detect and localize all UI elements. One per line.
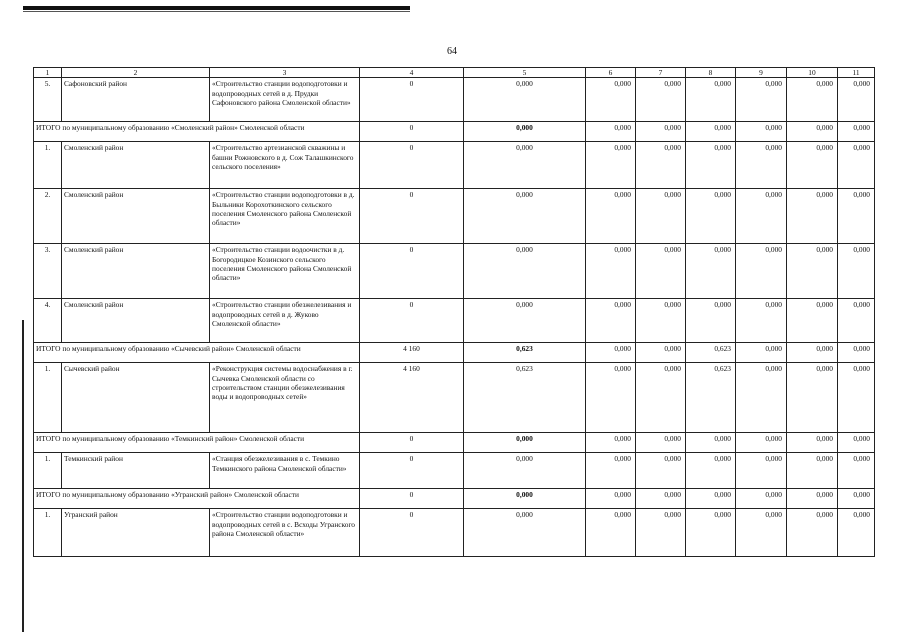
- value-cell-c8: 0,000: [686, 509, 736, 557]
- value-cell-c10: 0,000: [787, 509, 838, 557]
- value-cell-c10: 0,000: [787, 453, 838, 489]
- value-cell-c7: 0,000: [636, 453, 686, 489]
- value-cell-c6: 0,000: [586, 363, 636, 433]
- value-cell-c4: 4 160: [360, 343, 464, 363]
- value-cell-c7: 0,000: [636, 433, 686, 453]
- value-cell-c10: 0,000: [787, 122, 838, 142]
- value-cell-c8: 0,000: [686, 244, 736, 299]
- district-cell: Сычевский район: [62, 363, 210, 433]
- value-cell-c6: 0,000: [586, 142, 636, 189]
- value-cell-c8: 0,000: [686, 189, 736, 244]
- value-cell-c9: 0,000: [736, 343, 787, 363]
- project-cell: «Строительство станции водоподготовки и водопроводных сетей в с. Всходы Угранского района Смоленской области»: [210, 509, 360, 557]
- value-cell-c5: 0,000: [464, 509, 586, 557]
- value-cell-c9: 0,000: [736, 453, 787, 489]
- value-cell-c6: 0,000: [586, 299, 636, 343]
- project-cell: «Станция обезжелезивания в с. Темкино Темкинского района Смоленской области»: [210, 453, 360, 489]
- value-cell-c11: 0,000: [838, 122, 875, 142]
- value-cell-c6: 0,000: [586, 78, 636, 122]
- value-cell-c9: 0,000: [736, 433, 787, 453]
- value-cell-c7: 0,000: [636, 363, 686, 433]
- value-cell-c9: 0,000: [736, 244, 787, 299]
- value-cell-c11: 0,000: [838, 142, 875, 189]
- district-cell: Сафоновский район: [62, 78, 210, 122]
- value-cell-c10: 0,000: [787, 299, 838, 343]
- value-cell-c4: 0: [360, 142, 464, 189]
- total-label-cell: ИТОГО по муниципальному образованию «Угранский район» Смоленской области: [34, 489, 360, 509]
- scan-top-rule: [23, 11, 410, 12]
- value-cell-c9: 0,000: [736, 509, 787, 557]
- value-cell-c9: 0,000: [736, 299, 787, 343]
- value-cell-c6: 0,000: [586, 433, 636, 453]
- value-cell-c4: 0: [360, 433, 464, 453]
- row-number-cell: 1.: [34, 363, 62, 433]
- value-cell-c6: 0,000: [586, 453, 636, 489]
- header-cell: 5: [464, 68, 586, 78]
- value-cell-c5: 0,000: [464, 489, 586, 509]
- row-number-cell: 5.: [34, 78, 62, 122]
- value-cell-c5: 0,000: [464, 189, 586, 244]
- total-label-cell: ИТОГО по муниципальному образованию «Смоленский район» Смоленской области: [34, 122, 360, 142]
- value-cell-c11: 0,000: [838, 489, 875, 509]
- value-cell-c4: 4 160: [360, 363, 464, 433]
- value-cell-c8: 0,623: [686, 343, 736, 363]
- value-cell-c9: 0,000: [736, 78, 787, 122]
- value-cell-c11: 0,000: [838, 244, 875, 299]
- table-row: [34, 78, 875, 122]
- header-cell: 6: [586, 68, 636, 78]
- value-cell-c10: 0,000: [787, 489, 838, 509]
- value-cell-c11: 0,000: [838, 299, 875, 343]
- value-cell-c4: 0: [360, 509, 464, 557]
- value-cell-c4: 0: [360, 244, 464, 299]
- value-cell-c8: 0,000: [686, 489, 736, 509]
- value-cell-c7: 0,000: [636, 509, 686, 557]
- project-cell: «Строительство станции водоподготовки в д. Быльники Корохоткинского сельского поселения Смоленского района Смоленской области»: [210, 189, 360, 244]
- project-cell: «Реконструкция системы водоснабжения в г. Сычевка Смоленской области со строительством станции обезжелезивания воды и водопроводных сетей»: [210, 363, 360, 433]
- value-cell-c11: 0,000: [838, 189, 875, 244]
- value-cell-c8: 0,000: [686, 433, 736, 453]
- value-cell-c10: 0,000: [787, 142, 838, 189]
- value-cell-c5: 0,000: [464, 142, 586, 189]
- data-table: [33, 67, 875, 557]
- table-header-row: [34, 68, 875, 78]
- header-cell: 7: [636, 68, 686, 78]
- district-cell: Смоленский район: [62, 244, 210, 299]
- page-number: 64: [447, 46, 457, 57]
- project-cell: «Строительство станции водоочистки в д. Богородицкое Козинского сельского поселения Смоленского района Смоленской области»: [210, 244, 360, 299]
- header-cell: 10: [787, 68, 838, 78]
- header-cell: 1: [34, 68, 62, 78]
- value-cell-c7: 0,000: [636, 244, 686, 299]
- district-cell: Смоленский район: [62, 189, 210, 244]
- value-cell-c5: 0,000: [464, 433, 586, 453]
- table-row: [34, 509, 875, 557]
- value-cell-c10: 0,000: [787, 244, 838, 299]
- header-cell: 3: [210, 68, 360, 78]
- table-row: [34, 142, 875, 189]
- value-cell-c11: 0,000: [838, 433, 875, 453]
- value-cell-c5: 0,000: [464, 299, 586, 343]
- value-cell-c11: 0,000: [838, 78, 875, 122]
- value-cell-c10: 0,000: [787, 433, 838, 453]
- total-row: [34, 433, 875, 453]
- value-cell-c10: 0,000: [787, 189, 838, 244]
- total-label-cell: ИТОГО по муниципальному образованию «Темкинский район» Смоленской области: [34, 433, 360, 453]
- value-cell-c6: 0,000: [586, 189, 636, 244]
- value-cell-c5: 0,623: [464, 363, 586, 433]
- row-number-cell: 4.: [34, 299, 62, 343]
- value-cell-c6: 0,000: [586, 343, 636, 363]
- row-number-cell: 1.: [34, 509, 62, 557]
- value-cell-c5: 0,000: [464, 78, 586, 122]
- value-cell-c4: 0: [360, 78, 464, 122]
- value-cell-c7: 0,000: [636, 122, 686, 142]
- value-cell-c9: 0,000: [736, 489, 787, 509]
- value-cell-c8: 0,000: [686, 453, 736, 489]
- value-cell-c8: 0,000: [686, 122, 736, 142]
- header-cell: 11: [838, 68, 875, 78]
- header-cell: 8: [686, 68, 736, 78]
- project-cell: «Строительство станции обезжелезивания и водопроводных сетей в д. Жуково Смоленской области»: [210, 299, 360, 343]
- value-cell-c4: 0: [360, 189, 464, 244]
- row-number-cell: 1.: [34, 142, 62, 189]
- value-cell-c7: 0,000: [636, 189, 686, 244]
- value-cell-c4: 0: [360, 489, 464, 509]
- value-cell-c10: 0,000: [787, 363, 838, 433]
- district-cell: Смоленский район: [62, 299, 210, 343]
- district-cell: Темкинский район: [62, 453, 210, 489]
- value-cell-c6: 0,000: [586, 122, 636, 142]
- total-label-cell: ИТОГО по муниципальному образованию «Сычевский район» Смоленской области: [34, 343, 360, 363]
- value-cell-c9: 0,000: [736, 363, 787, 433]
- header-cell: 9: [736, 68, 787, 78]
- value-cell-c7: 0,000: [636, 142, 686, 189]
- value-cell-c8: 0,623: [686, 363, 736, 433]
- value-cell-c4: 0: [360, 299, 464, 343]
- value-cell-c4: 0: [360, 122, 464, 142]
- value-cell-c7: 0,000: [636, 489, 686, 509]
- header-cell: 2: [62, 68, 210, 78]
- value-cell-c5: 0,623: [464, 343, 586, 363]
- value-cell-c9: 0,000: [736, 189, 787, 244]
- row-number-cell: 3.: [34, 244, 62, 299]
- total-row: [34, 343, 875, 363]
- header-cell: 4: [360, 68, 464, 78]
- total-row: [34, 122, 875, 142]
- table-row: [34, 189, 875, 244]
- district-cell: Смоленский район: [62, 142, 210, 189]
- table-row: [34, 453, 875, 489]
- value-cell-c4: 0: [360, 453, 464, 489]
- value-cell-c6: 0,000: [586, 509, 636, 557]
- value-cell-c8: 0,000: [686, 142, 736, 189]
- scan-left-edge: [22, 320, 24, 632]
- value-cell-c8: 0,000: [686, 78, 736, 122]
- district-cell: Угранский район: [62, 509, 210, 557]
- value-cell-c7: 0,000: [636, 299, 686, 343]
- value-cell-c6: 0,000: [586, 489, 636, 509]
- total-row: [34, 489, 875, 509]
- value-cell-c5: 0,000: [464, 122, 586, 142]
- value-cell-c9: 0,000: [736, 122, 787, 142]
- value-cell-c8: 0,000: [686, 299, 736, 343]
- value-cell-c11: 0,000: [838, 453, 875, 489]
- table-row: [34, 299, 875, 343]
- scan-top-bar: [23, 6, 410, 10]
- row-number-cell: 1.: [34, 453, 62, 489]
- value-cell-c10: 0,000: [787, 343, 838, 363]
- value-cell-c11: 0,000: [838, 363, 875, 433]
- value-cell-c9: 0,000: [736, 142, 787, 189]
- value-cell-c11: 0,000: [838, 509, 875, 557]
- value-cell-c7: 0,000: [636, 78, 686, 122]
- project-cell: «Строительство станции водоподготовки и водопроводных сетей в д. Прудки Сафоновского района Смоленской области»: [210, 78, 360, 122]
- value-cell-c6: 0,000: [586, 244, 636, 299]
- table-row: [34, 244, 875, 299]
- value-cell-c7: 0,000: [636, 343, 686, 363]
- value-cell-c11: 0,000: [838, 343, 875, 363]
- row-number-cell: 2.: [34, 189, 62, 244]
- project-cell: «Строительство артезианской скважины и башни Рожновского в д. Сож Талашкинского сельского поселения»: [210, 142, 360, 189]
- value-cell-c10: 0,000: [787, 78, 838, 122]
- table-row: [34, 363, 875, 433]
- value-cell-c5: 0,000: [464, 244, 586, 299]
- value-cell-c5: 0,000: [464, 453, 586, 489]
